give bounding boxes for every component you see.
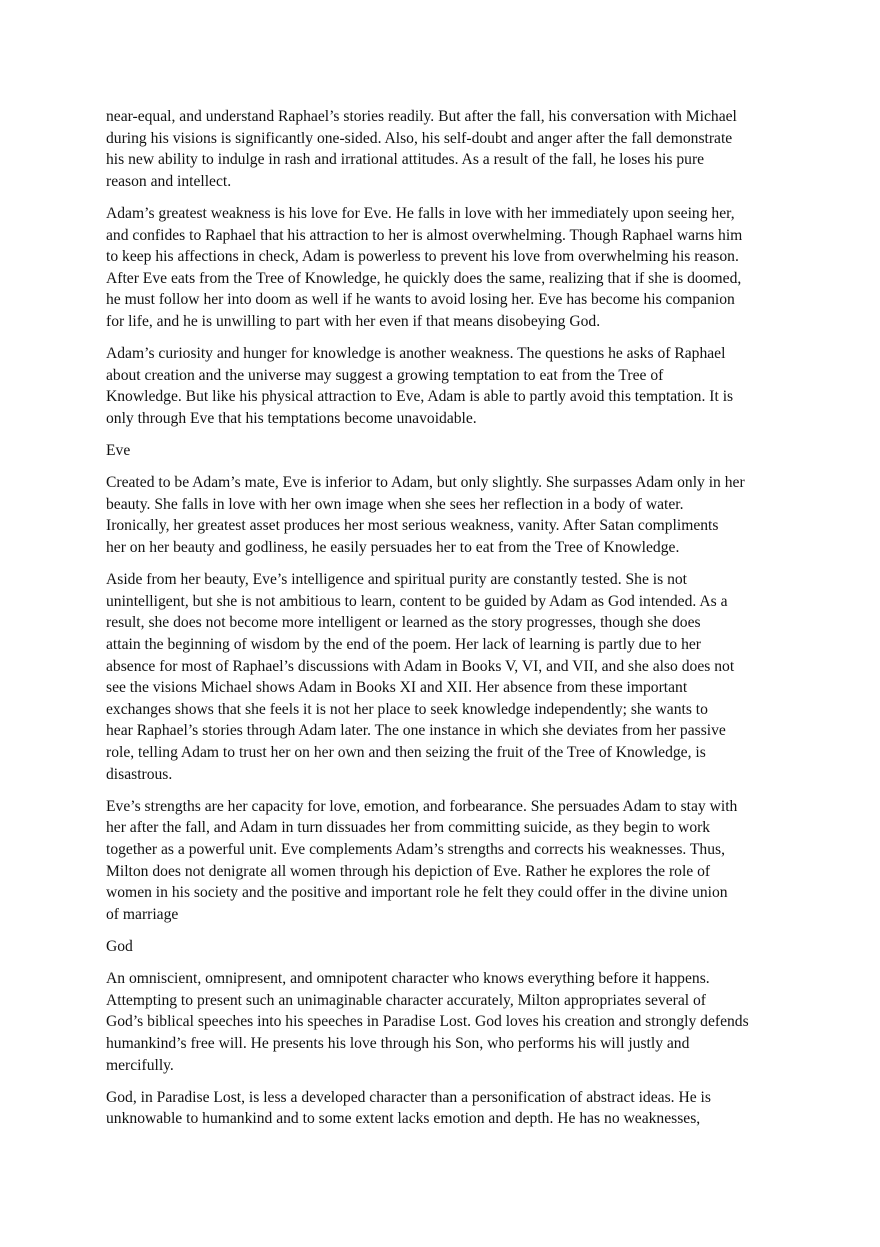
section-heading-eve: Eve [106, 442, 131, 460]
section-heading-god: God [106, 937, 133, 955]
document-page [106, 106, 778, 1140]
paragraph-eve-strengths: Eve’s strengths are her capacity for love, emotion, and forbearance. She persuades Adam to stay with her after the fall, and Adam in turn dissuades her from committing suicide, as they begin to work together as a powerful unit. Eve complements Adam’s strengths and corrects his weaknesses. Thus, Milton does not denigrate all women through his depiction of Eve. Rather he explores the role of women in his society and the positive and important role he felt they could offer in the divine union of marriage [106, 797, 738, 923]
paragraph-adam-fall-intellect: near-equal, and understand Raphael’s stories readily. But after the fall, his conversation with Michael during his visions is significantly one-sided. Also, his self-doubt and anger after the fall demonstrate his new ability to indulge in rash and irrational attitudes. As a result of the fall, he loses his pure reason and intellect. [106, 108, 737, 190]
paragraph-god-abstract: God, in Paradise Lost, is less a developed character than a personification of abstract ideas. He is unknowable to humankind and to some extent lacks emotion and depth. He has no weaknesses, [106, 1088, 711, 1128]
paragraph-adam-curiosity: Adam’s curiosity and hunger for knowledge is another weakness. The questions he asks of Raphael about creation and the universe may suggest a growing temptation to eat from the Tree of Knowledge. But like his physical attraction to Eve, Adam is able to partly avoid this temptation. It is only through Eve that his temptations become unavoidable. [106, 345, 734, 427]
paragraph-eve-creation: Created to be Adam’s mate, Eve is inferior to Adam, but only slightly. She surpasses Adam only in her beauty. She falls in love with her own image when she sees her reflection in a body of water. Ironically, her greatest asset produces her most serious weakness, vanity. After Satan compliments her on her beauty and godliness, he easily persuades her to eat from the Tree of Knowledge. [106, 474, 745, 557]
paragraph-adam-love-for-eve: Adam’s greatest weakness is his love for Eve. He falls in love with her immediately upon seeing her, and confides to Raphael that his attraction to her is almost overwhelming. Though Raphael warns him to keep his affections in check, Adam is powerless to prevent his love from overwhelming his reason. After Eve eats from the Tree of Knowledge, he quickly does the same, realizing that if she is doomed, he must follow her into doom as well if he wants to avoid losing her. Eve has become his companion for life, and he is unwilling to part with her even if that means disobeying God. [106, 204, 743, 330]
paragraph-god-omniscient: An omniscient, omnipresent, and omnipotent character who knows everything before it happens. Attempting to present such an unimaginable character accurately, Milton appropriates several of God’s biblical speeches into his speeches in Paradise Lost. God loves his creation and strongly defends humankind’s free will. He presents his love through his Son, who performs his will justly and mercifully. [106, 970, 749, 1074]
paragraph-eve-intelligence: Aside from her beauty, Eve’s intelligence and spiritual purity are constantly tested. She is not unintelligent, but she is not ambitious to learn, content to be guided by Adam as God intended. As a result, she does not become more intelligent or learned as the story progresses, though she does attain the beginning of wisdom by the end of the poem. Her lack of learning is partly due to her absence for most of Raphael’s discussions with Adam in Books V, VI, and VII, and she also does not see the visions Michael shows Adam in Books XI and XII. Her absence from these important exchanges shows that she feels it is not her place to seek knowledge independently; she wants to hear Raphael’s stories through Adam later. The one instance in which she deviates from her passive role, telling Adam to trust her on her own and then seizing the fruit of the Tree of Knowledge, is disastrous. [106, 571, 735, 783]
